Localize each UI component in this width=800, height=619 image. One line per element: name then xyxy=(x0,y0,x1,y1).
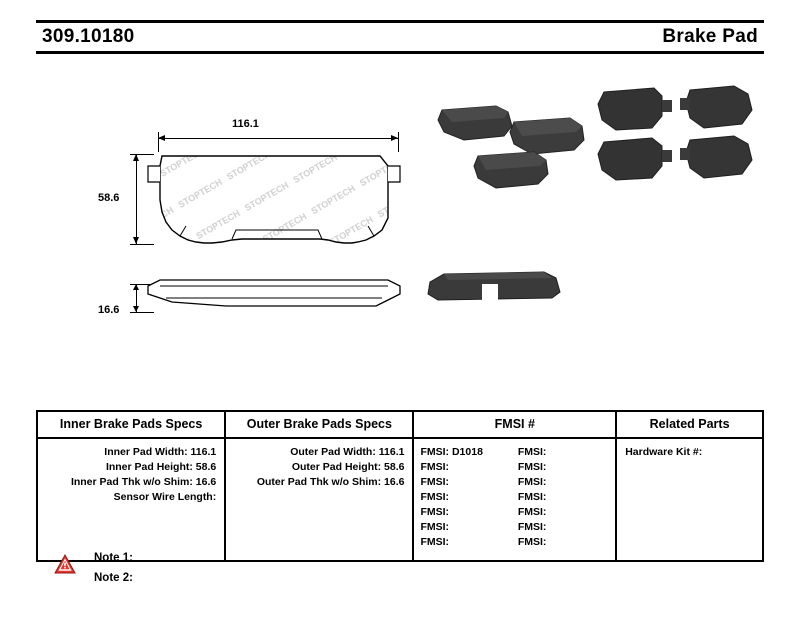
table-row xyxy=(226,475,412,490)
outer-thk-label: Outer Pad Thk w/o Shim: xyxy=(256,476,382,488)
table-row xyxy=(226,460,412,475)
inner-thk-label: Inner Pad Thk w/o Shim: xyxy=(70,476,193,488)
specifications-table xyxy=(36,410,764,562)
inner-height-value: 58.6 xyxy=(195,461,217,473)
fmsi-entry: FMSI: xyxy=(420,461,450,473)
outer-height-value: 58.6 xyxy=(384,461,405,473)
fmsi-entry: FMSI: xyxy=(420,521,450,533)
pad-side-outline xyxy=(148,280,400,306)
notes-section xyxy=(36,548,436,588)
dimension-thickness-label: 16.6 xyxy=(98,304,120,316)
hardware-kit-label: Hardware Kit #: xyxy=(625,446,703,458)
document-header xyxy=(36,20,764,54)
sensor-wire-label: Sensor Wire Length: xyxy=(113,491,217,503)
related-parts-cell xyxy=(617,439,762,560)
fmsi-entry: FMSI: xyxy=(420,491,450,503)
fmsi-entry: FMSI: xyxy=(517,461,547,473)
fmsi-cell xyxy=(414,439,617,560)
page-title: Brake Pad xyxy=(662,26,758,47)
inner-height-label: Inner Pad Height: xyxy=(105,461,193,473)
pad-photo-side xyxy=(428,272,560,300)
outer-specs-cell xyxy=(226,439,414,560)
outer-width-label: Outer Pad Width: xyxy=(290,446,376,458)
note-2: Note 2: xyxy=(94,572,133,584)
fmsi-column-left xyxy=(420,445,517,550)
dimension-width-label: 116.1 xyxy=(232,118,259,130)
table-body-row xyxy=(38,439,762,560)
header-related-parts: Related Parts xyxy=(649,417,730,431)
outer-width-value: 116.1 xyxy=(378,446,405,458)
pad-front-outline xyxy=(148,156,400,243)
fmsi-entry: FMSI: xyxy=(420,476,450,488)
fmsi-entry: FMSI: xyxy=(420,506,450,518)
dimension-height-label: 58.6 xyxy=(98,192,120,204)
brake-pad-photo-group xyxy=(404,70,764,380)
table-row xyxy=(38,490,224,505)
table-header-row xyxy=(38,412,762,439)
table-row xyxy=(38,460,224,475)
outer-height-label: Outer Pad Height: xyxy=(291,461,382,473)
inner-width-label: Inner Pad Width: xyxy=(104,446,188,458)
outer-thk-value: 16.6 xyxy=(384,476,405,488)
inner-thk-value: 16.6 xyxy=(195,476,217,488)
fmsi-entry: FMSI: xyxy=(517,491,547,503)
fmsi-entry: FMSI: xyxy=(517,506,547,518)
note-1: Note 1: xyxy=(94,552,133,564)
table-row xyxy=(38,445,224,460)
header-inner-specs: Inner Brake Pads Specs xyxy=(38,412,226,437)
inner-specs-cell xyxy=(38,439,226,560)
fmsi-entry: FMSI: D1018 xyxy=(420,446,483,458)
table-row xyxy=(226,445,412,460)
drawing-area xyxy=(36,70,764,380)
fmsi-entry: FMSI: xyxy=(517,446,547,458)
pad-photo-set-left xyxy=(438,106,584,188)
fmsi-entry: FMSI: xyxy=(517,536,547,548)
header-outer-specs: Outer Brake Pads Specs xyxy=(226,412,414,437)
warning-icon xyxy=(54,554,76,574)
header-fmsi: FMSI # xyxy=(414,412,617,437)
pad-photo-set-right xyxy=(598,86,752,180)
table-row xyxy=(38,475,224,490)
fmsi-entry: FMSI: xyxy=(420,536,450,548)
fmsi-entry: FMSI: xyxy=(517,476,547,488)
fmsi-column-right xyxy=(518,445,615,550)
inner-width-value: 116.1 xyxy=(190,446,217,458)
part-number: 309.10180 xyxy=(42,26,135,47)
fmsi-entry: FMSI: xyxy=(517,521,547,533)
